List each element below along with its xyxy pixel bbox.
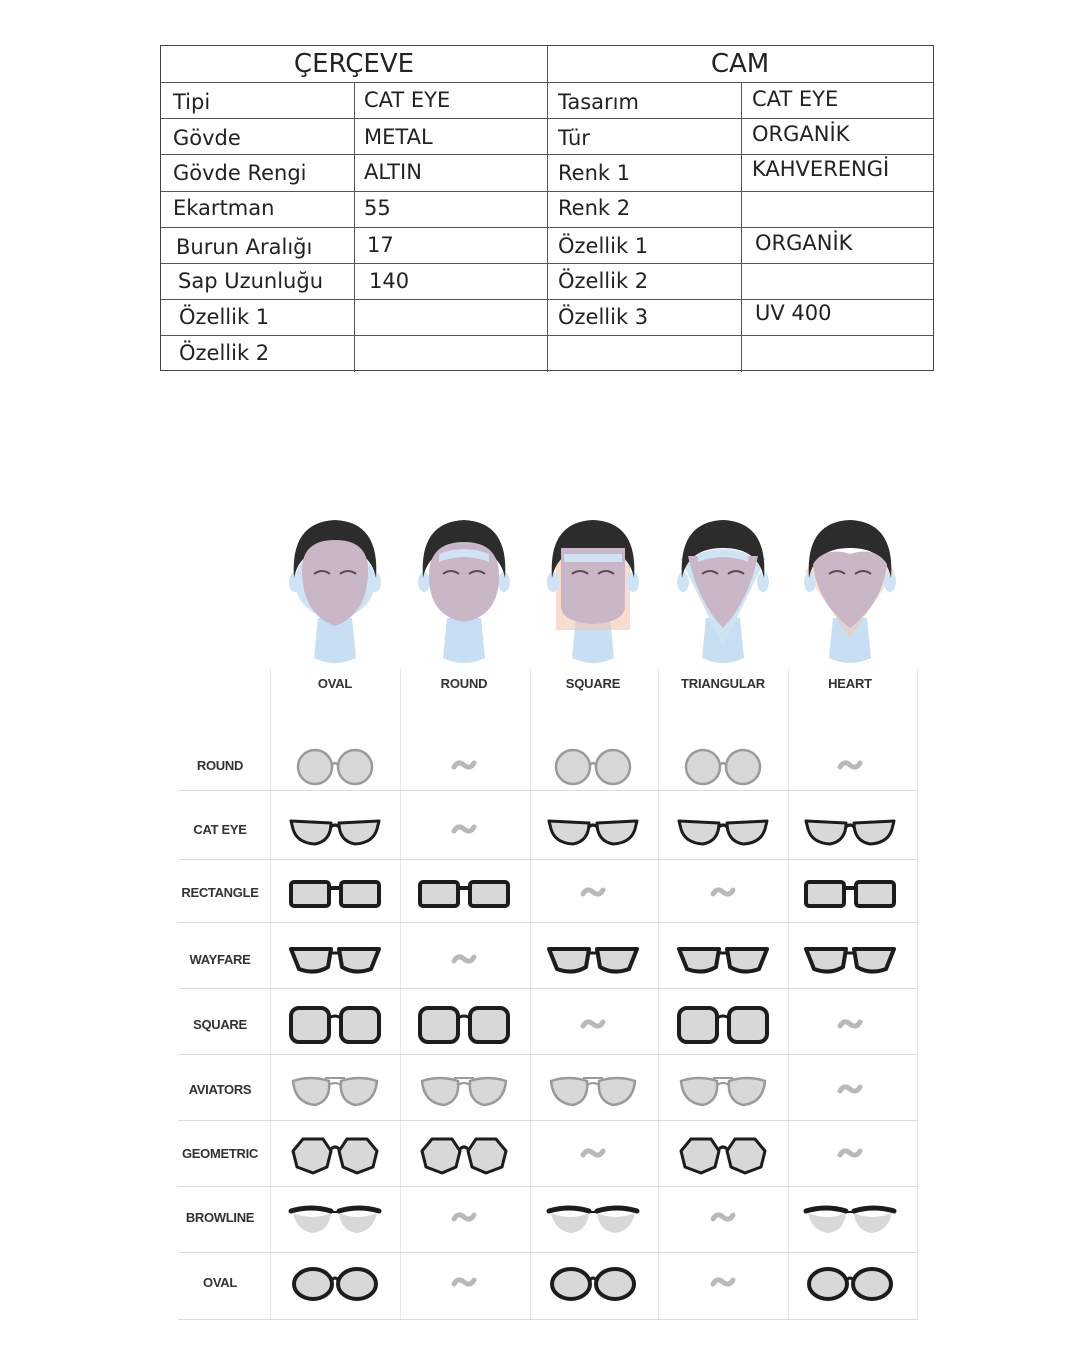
face-shape-icon: [280, 518, 390, 668]
browline-glasses-icon: [285, 1195, 385, 1241]
tilde-icon: [673, 870, 773, 916]
spec-frame-value-cell: 17: [367, 232, 394, 257]
tilde-icon: [414, 807, 514, 853]
spec-frame-value-cell: METAL: [364, 125, 433, 150]
aviators-glasses-icon: [285, 1067, 385, 1113]
glasses-icon: [673, 1002, 773, 1048]
grid-column-line: [917, 668, 918, 1320]
spec-lens-value-cell: CAT EYE: [752, 87, 839, 111]
face-shape-icon: [409, 518, 519, 668]
wayfare-glasses-icon: [673, 937, 773, 983]
geometric-glasses-icon: [414, 1131, 514, 1177]
spec-frame-label-cell: Burun Aralığı: [176, 234, 313, 259]
spec-lens-label-cell: Tasarım: [558, 90, 639, 114]
spec-lens-value-cell: KAHVERENGİ: [752, 157, 890, 182]
glasses-icon: [673, 937, 773, 983]
glasses-icon: [285, 1002, 385, 1048]
table-column-divider: [354, 82, 355, 372]
cat-eye-glasses-icon: [673, 807, 773, 853]
wayfare-glasses-icon: [285, 937, 385, 983]
glasses-icon: [673, 1067, 773, 1113]
glasses-icon: [285, 807, 385, 853]
not-suitable-tilde-icon: [800, 1002, 900, 1048]
grid-column-line: [530, 668, 531, 1320]
cat-eye-glasses-icon: [800, 807, 900, 853]
glasses-icon: [414, 1002, 514, 1048]
aviators-glasses-icon: [673, 1067, 773, 1113]
glasses-icon: [800, 1195, 900, 1241]
not-suitable-tilde-icon: [414, 1260, 514, 1306]
oval-glasses-icon: [543, 1260, 643, 1306]
row-label-geometric: GEOMETRIC: [181, 1146, 259, 1161]
spec-lens-value-cell: UV 400: [755, 301, 832, 326]
round-glasses-icon: [543, 743, 643, 789]
spec-lens-value-cell: ORGANİK: [752, 122, 850, 147]
tilde-icon: [673, 1195, 773, 1241]
round-glasses-icon: [285, 743, 385, 789]
tilde-icon: [800, 743, 900, 789]
spec-frame-value-cell: 140: [369, 269, 410, 293]
face-square-illustration: [538, 518, 648, 668]
column-label-heart: HEART: [828, 676, 872, 691]
glasses-icon: [543, 1195, 643, 1241]
tilde-icon: [543, 870, 643, 916]
glasses-icon: [285, 1067, 385, 1113]
glasses-icon: [414, 870, 514, 916]
spec-frame-value-cell: 55: [364, 195, 391, 220]
glasses-icon: [285, 1195, 385, 1241]
glasses-icon: [543, 807, 643, 853]
row-label-round: ROUND: [196, 758, 244, 773]
geometric-glasses-icon: [673, 1131, 773, 1177]
glasses-icon: [285, 1131, 385, 1177]
glasses-icon: [673, 807, 773, 853]
face-shape-icon: [538, 518, 648, 668]
rectangle-glasses-icon: [414, 870, 514, 916]
tilde-icon: [414, 1260, 514, 1306]
glasses-icon: [673, 743, 773, 789]
spec-frame-value-cell: CAT EYE: [364, 88, 451, 112]
oval-glasses-icon: [285, 1260, 385, 1306]
not-suitable-tilde-icon: [414, 1195, 514, 1241]
row-label-square: SQUARE: [193, 1017, 247, 1032]
not-suitable-tilde-icon: [543, 1002, 643, 1048]
geometric-glasses-icon: [285, 1131, 385, 1177]
glasses-icon: [800, 1260, 900, 1306]
oval-glasses-icon: [800, 1260, 900, 1306]
glasses-icon: [414, 1067, 514, 1113]
frame-header: ÇERÇEVE: [293, 49, 415, 79]
column-label-oval: OVAL: [317, 676, 353, 691]
not-suitable-tilde-icon: [673, 1260, 773, 1306]
tilde-icon: [800, 1002, 900, 1048]
cat-eye-glasses-icon: [285, 807, 385, 853]
not-suitable-tilde-icon: [673, 1195, 773, 1241]
not-suitable-tilde-icon: [800, 1131, 900, 1177]
aviators-glasses-icon: [414, 1067, 514, 1113]
spec-frame-label-cell: Gövde Rengi: [173, 161, 307, 186]
spec-frame-label-cell: Sap Uzunluğu: [178, 269, 324, 293]
spec-lens-label-cell: Özellik 3: [558, 305, 649, 330]
glasses-icon: [543, 1067, 643, 1113]
tilde-icon: [543, 1131, 643, 1177]
grid-column-line: [788, 668, 789, 1320]
glasses-icon: [800, 807, 900, 853]
wayfare-glasses-icon: [800, 937, 900, 983]
glasses-icon: [543, 1260, 643, 1306]
tilde-icon: [800, 1131, 900, 1177]
grid-column-line: [658, 668, 659, 1320]
aviators-glasses-icon: [543, 1067, 643, 1113]
face-shape-chart: [0, 500, 1080, 1340]
spec-lens-label-cell: Renk 1: [558, 161, 631, 186]
spec-frame-label-cell: Gövde: [173, 126, 241, 151]
spec-table: [160, 45, 934, 371]
not-suitable-tilde-icon: [673, 870, 773, 916]
spec-lens-label-cell: Özellik 2: [558, 269, 649, 293]
square-glasses-icon: [414, 1002, 514, 1048]
face-shape-icon: [795, 518, 905, 668]
grid-row-line: [178, 988, 917, 989]
not-suitable-tilde-icon: [414, 743, 514, 789]
glasses-icon: [673, 1131, 773, 1177]
cat-eye-glasses-icon: [543, 807, 643, 853]
glasses-icon: [285, 937, 385, 983]
face-round-illustration: [409, 518, 519, 668]
grid-row-line: [178, 922, 917, 923]
glasses-icon: [414, 1131, 514, 1177]
not-suitable-tilde-icon: [543, 870, 643, 916]
face-triangular-illustration: [668, 518, 778, 668]
not-suitable-tilde-icon: [414, 937, 514, 983]
spec-frame-value-cell: ALTIN: [364, 160, 422, 185]
spec-lens-value-cell: ORGANİK: [755, 230, 853, 255]
grid-row-line: [178, 1120, 917, 1121]
column-label-square: SQUARE: [565, 676, 621, 691]
grid-row-line: [178, 1319, 917, 1320]
face-shape-icon: [668, 518, 778, 668]
grid-row-line: [178, 1186, 917, 1187]
grid-row-line: [178, 1054, 917, 1055]
row-label-oval: OVAL: [203, 1275, 237, 1290]
glasses-icon: [285, 743, 385, 789]
row-label-rectangle: RECTANGLE: [181, 885, 259, 900]
grid-row-line: [178, 1252, 917, 1253]
tilde-icon: [414, 1195, 514, 1241]
face-heart-illustration: [795, 518, 905, 668]
glasses-icon: [543, 937, 643, 983]
spec-frame-label-cell: Ekartman: [173, 195, 275, 220]
tilde-icon: [414, 937, 514, 983]
glasses-icon: [800, 937, 900, 983]
browline-glasses-icon: [800, 1195, 900, 1241]
round-glasses-icon: [673, 743, 773, 789]
grid-column-line: [400, 668, 401, 1320]
not-suitable-tilde-icon: [414, 807, 514, 853]
tilde-icon: [673, 1260, 773, 1306]
wayfare-glasses-icon: [543, 937, 643, 983]
face-oval-illustration: [280, 518, 390, 668]
tilde-icon: [543, 1002, 643, 1048]
row-label-wayfare: WAYFARE: [189, 952, 251, 967]
column-label-round: ROUND: [440, 676, 488, 691]
browline-glasses-icon: [543, 1195, 643, 1241]
square-glasses-icon: [673, 1002, 773, 1048]
rectangle-glasses-icon: [800, 870, 900, 916]
glasses-icon: [285, 1260, 385, 1306]
row-label-browline: BROWLINE: [185, 1210, 255, 1225]
not-suitable-tilde-icon: [800, 743, 900, 789]
spec-lens-label-cell: Özellik 1: [558, 233, 649, 258]
spec-frame-label-cell: Özellik 2: [179, 341, 270, 366]
not-suitable-tilde-icon: [800, 1067, 900, 1113]
tilde-icon: [414, 743, 514, 789]
grid-row-line: [178, 790, 917, 791]
tilde-icon: [800, 1067, 900, 1113]
not-suitable-tilde-icon: [543, 1131, 643, 1177]
grid-row-line: [178, 859, 917, 860]
row-label-aviators: AVIATORS: [188, 1082, 252, 1097]
spec-lens-label-cell: Tür: [558, 126, 590, 151]
lens-header: CAM: [710, 49, 770, 79]
rectangle-glasses-icon: [285, 870, 385, 916]
grid-column-line: [270, 668, 271, 1320]
glasses-icon: [800, 870, 900, 916]
table-column-divider: [741, 82, 742, 372]
glasses-icon: [543, 743, 643, 789]
row-label-cat-eye: CAT EYE: [193, 822, 247, 837]
table-column-divider: [547, 46, 548, 372]
spec-lens-label-cell: Renk 2: [558, 195, 631, 220]
column-label-triangular: TRIANGULAR: [681, 676, 765, 691]
spec-frame-label-cell: Tipi: [173, 90, 211, 114]
square-glasses-icon: [285, 1002, 385, 1048]
spec-frame-label-cell: Özellik 1: [179, 305, 270, 330]
glasses-icon: [285, 870, 385, 916]
